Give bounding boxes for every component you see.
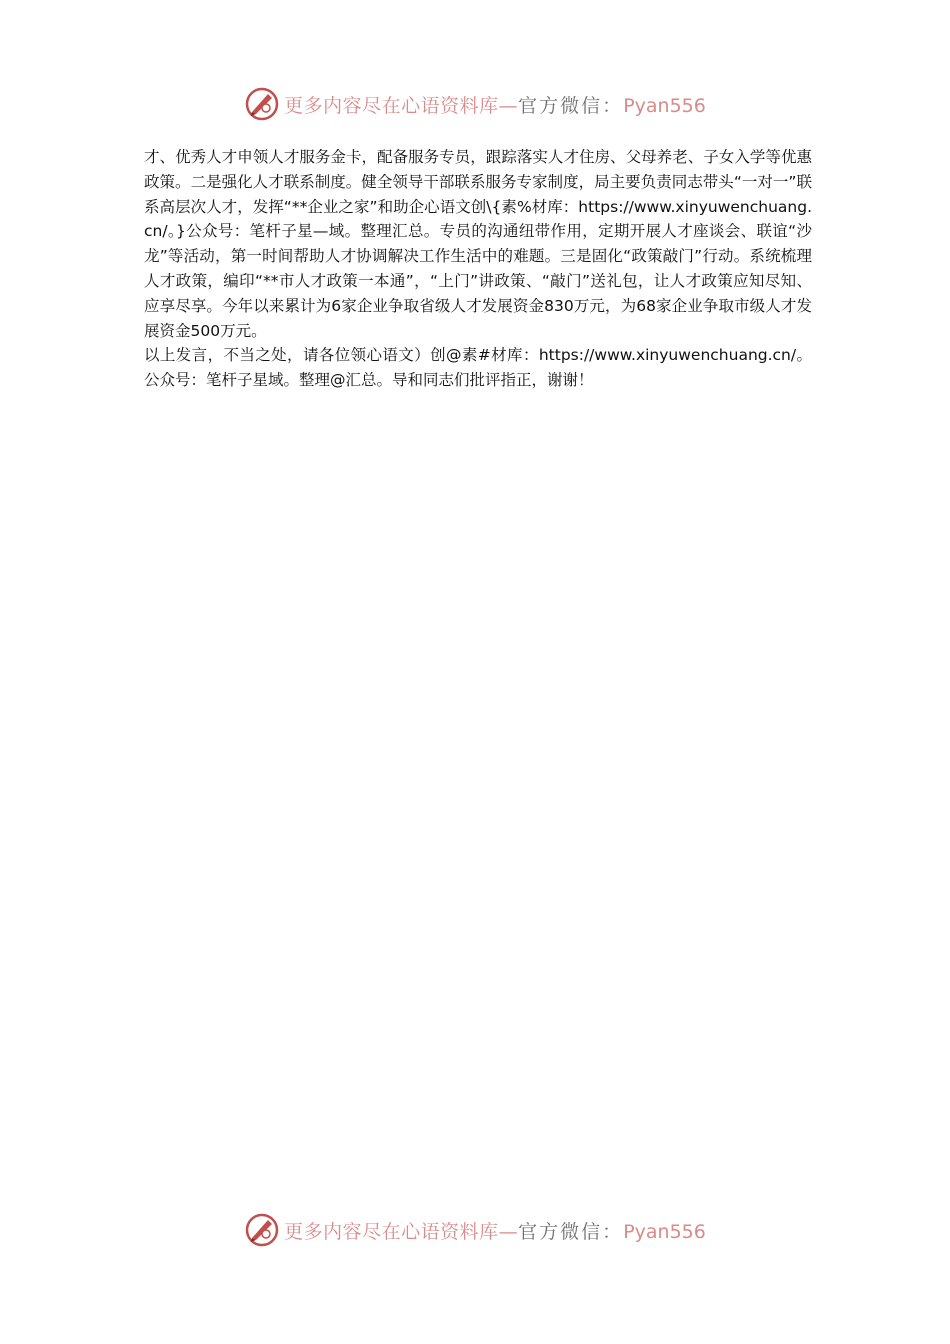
banner-official: 官方微信： <box>518 1220 624 1243</box>
body-paragraph: 才、优秀人才申领人才服务金卡，配备服务专员，跟踪落实人才住房、父母养老、子女入学等优惠政策。二是强化人才联系制度。健全领导干部联系服务专家制度，局主要负责同志带头“一对一”联系高层次人才，发挥“**企业之家”和助企心语文创\{素%材库：https://www.xinyuwenchuang.cn/。}公众号：笔杆子星—域。整理汇总。专员的沟通纽带作用，定期开展人才座谈会、联谊“沙龙”等活动，第一时间帮助人才协调解决工作生活中的难题。三是固化“政策敲门”行动。系统梳理人才政策，编印“**市人才政策一本通”，“上门”讲政策、“敲门”送礼包，让人才政策应知尽知、应享尽享。今年以来累计为6家企业争取省级人才发展资金830万元，为68家企业争取市级人才发展资金500万元。 <box>144 148 812 340</box>
banner-text <box>284 1217 706 1244</box>
banner-main: 更多内容尽在心语资料库 <box>284 94 499 117</box>
banner-text <box>284 91 706 118</box>
banner-code: Pyan556 <box>623 94 706 117</box>
banner-sep: — <box>498 94 519 117</box>
closing-paragraph: 以上发言，不当之处，请各位领心语文）创@素#材库：https://www.xinyuwenchuang.cn/。公众号：笔杆子星域。整理@汇总。导和同志们批评指正，谢谢！ <box>144 346 812 390</box>
banner-sep: — <box>498 1220 519 1243</box>
document-body <box>144 145 812 393</box>
pen-logo-icon <box>244 1212 280 1248</box>
banner-official: 官方微信： <box>518 94 624 117</box>
banner-main: 更多内容尽在心语资料库 <box>284 1220 499 1243</box>
banner-code: Pyan556 <box>623 1220 706 1243</box>
footer-banner <box>0 1210 950 1250</box>
pen-logo-icon <box>244 86 280 122</box>
header-banner <box>0 84 950 124</box>
